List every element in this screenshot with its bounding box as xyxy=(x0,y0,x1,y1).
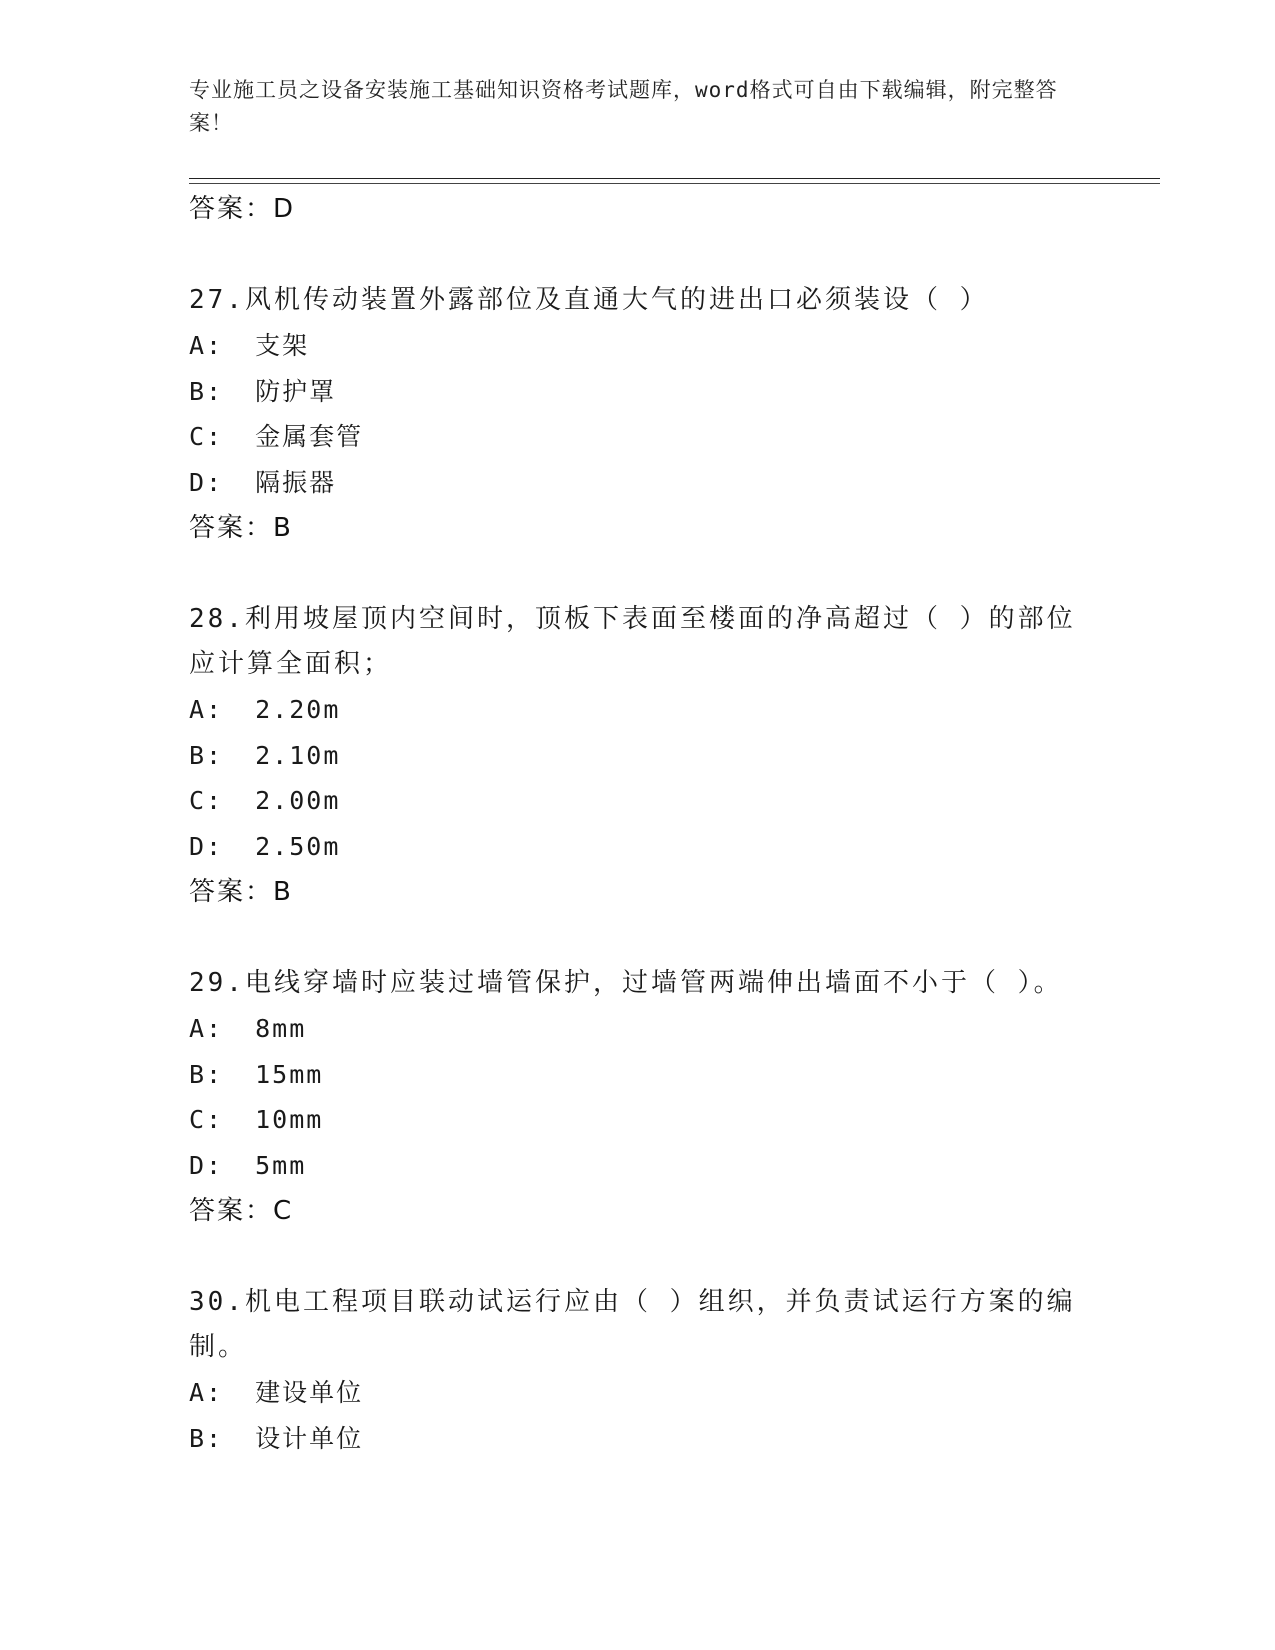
header-rule xyxy=(189,178,1160,179)
option-text: 2.00m xyxy=(255,786,341,815)
question-27 xyxy=(189,278,1089,551)
option-letter: B: xyxy=(189,1059,224,1089)
option-a xyxy=(189,687,1089,733)
option-letter: D: xyxy=(189,831,224,861)
option-text: 防护罩 xyxy=(255,376,337,406)
option-letter: B: xyxy=(189,376,224,406)
option-text: 建设单位 xyxy=(255,1378,364,1407)
option-d xyxy=(189,1143,1089,1189)
option-letter: D: xyxy=(189,467,224,497)
option-letter: B: xyxy=(189,1423,224,1453)
question-29 xyxy=(189,961,1089,1234)
option-letter: A: xyxy=(189,331,224,360)
option-letter: A: xyxy=(189,1014,224,1043)
question-text: 27.风机传动装置外露部位及直通大气的进出口必须装设（ ） xyxy=(189,285,989,315)
option-letter: D: xyxy=(189,1150,224,1180)
option-a xyxy=(189,323,1089,369)
option-letter: C: xyxy=(189,786,224,815)
option-b xyxy=(189,733,1089,779)
question-text: 29.电线穿墙时应装过墙管保护，过墙管两端伸出墙面不小于（ ）。 xyxy=(189,968,1063,998)
option-text: 2.10m xyxy=(255,740,341,770)
option-text: 2.20m xyxy=(255,695,341,724)
header-rule-thin xyxy=(189,183,1160,184)
option-b xyxy=(189,1416,1089,1462)
option-a xyxy=(189,1006,1089,1052)
answer-line: 答案：B xyxy=(189,877,293,907)
option-c xyxy=(189,414,1089,460)
option-text: 10mm xyxy=(255,1105,324,1134)
option-c xyxy=(189,1097,1089,1143)
option-text: 2.50m xyxy=(255,831,341,861)
question-text: 30.机电工程项目联动试运行应由（ ）组织，并负责试运行方案的编制。 xyxy=(189,1287,1076,1362)
option-text: 支架 xyxy=(255,331,310,360)
option-text: 隔振器 xyxy=(255,467,337,497)
option-b xyxy=(189,1052,1089,1098)
option-text: 5mm xyxy=(255,1150,307,1180)
question-28 xyxy=(189,597,1089,915)
answer-line: 答案：B xyxy=(189,513,293,543)
option-letter: B: xyxy=(189,740,224,770)
option-letter: A: xyxy=(189,695,224,724)
option-letter: C: xyxy=(189,422,224,451)
option-d xyxy=(189,824,1089,870)
option-letter: A: xyxy=(189,1378,224,1407)
question-text: 28.利用坡屋顶内空间时，顶板下表面至楼面的净高超过（ ）的部位应计算全面积； xyxy=(189,604,1076,679)
answer-line: 答案：C xyxy=(189,1196,294,1226)
question-30 xyxy=(189,1280,1089,1461)
option-text: 8mm xyxy=(255,1014,307,1043)
option-text: 15mm xyxy=(255,1059,324,1089)
option-b xyxy=(189,369,1089,415)
option-letter: C: xyxy=(189,1105,224,1134)
page-header: 专业施工员之设备安装施工基础知识资格考试题库，word格式可自由下载编辑，附完整答案！ xyxy=(189,78,1058,135)
answer-line: 答案：D xyxy=(189,194,296,224)
option-d xyxy=(189,460,1089,506)
question-list xyxy=(189,186,1089,1461)
option-a xyxy=(189,1370,1089,1416)
option-text: 设计单位 xyxy=(255,1423,364,1453)
option-text: 金属套管 xyxy=(255,422,364,451)
option-c xyxy=(189,778,1089,824)
